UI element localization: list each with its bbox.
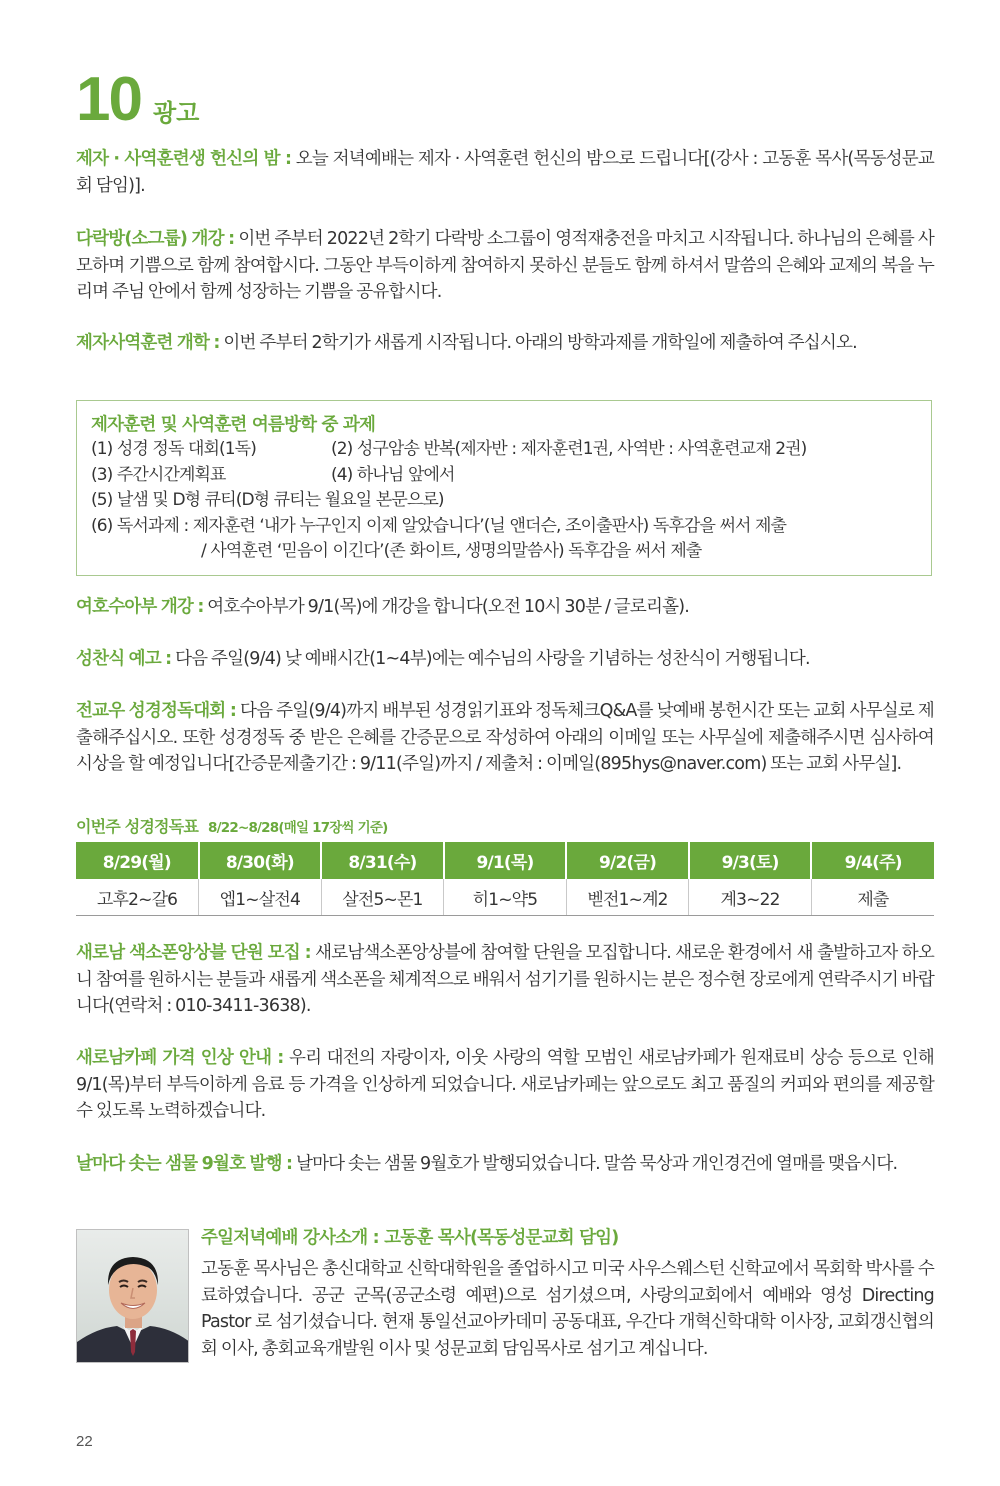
table-header-cell: 8/31(수) bbox=[321, 842, 444, 879]
notice-cafe-price bbox=[76, 1045, 934, 1125]
section-title: 광고 bbox=[152, 99, 200, 127]
table-cell: 엡1~살전4 bbox=[199, 879, 322, 916]
speaker-portrait-icon bbox=[77, 1230, 189, 1363]
table-cell: 계3~22 bbox=[689, 879, 812, 916]
homework-item: (4) 하나님 앞에서 bbox=[331, 464, 455, 485]
table-cell: 제출 bbox=[811, 879, 934, 916]
table-header-cell: 8/29(월) bbox=[76, 842, 199, 879]
notice-title: 여호수아부 개강 : bbox=[76, 597, 204, 617]
page-header bbox=[76, 65, 200, 134]
table-header-cell: 9/1(목) bbox=[444, 842, 567, 879]
notice-text: 다음 주일(9/4) 낮 예배시간(1~4부)에는 예수님의 사랑을 기념하는 성찬식이 거행됩니다. bbox=[171, 649, 810, 669]
schedule-title-text: 이번주 성경정독표 bbox=[76, 817, 199, 836]
homework-item: / 사역훈련 ‘믿음이 이긴다’(존 화이트, 생명의말씀사) 독후감을 써서 제출 bbox=[201, 541, 702, 561]
homework-item: (1) 성경 정독 대회(1독) bbox=[91, 439, 256, 459]
notice-title: 새로남카페 가격 인상 안내 : bbox=[76, 1048, 284, 1068]
notice-small-group bbox=[76, 226, 934, 306]
table-header-row bbox=[76, 842, 934, 879]
notice-title: 전교우 성경정독대회 : bbox=[76, 701, 237, 721]
notice-joshua-dept bbox=[76, 594, 934, 621]
table-cell: 히1~약5 bbox=[444, 879, 567, 916]
notice-text: 여호수아부가 9/1(목)에 개강을 합니다(오전 10시 30분 / 글로리홀). bbox=[203, 597, 690, 617]
table-header-cell: 9/2(금) bbox=[566, 842, 689, 879]
notice-text: 우리 대전의 자랑이자, 이웃 사랑의 역할 모범인 새로남카페가 원재료비 상승 등으로 인해 9/1(목)부터 부득이하게 음료 등 가격을 인상하게 되었습니다. 새로남카페는 앞으로도 최고 품질의 커피와 편의를 제공할 수 있도록 노력하겠습니다. bbox=[76, 1048, 934, 1121]
table-header-cell: 9/4(주) bbox=[811, 842, 934, 879]
table-header-cell: 8/30(화) bbox=[199, 842, 322, 879]
homework-item: (2) 성구암송 반복(제자반 : 제자훈련1권, 사역반 : 사역훈련교재 2권) bbox=[331, 439, 807, 459]
notice-title: 제자사역훈련 개학 : bbox=[76, 333, 220, 353]
speaker-intro bbox=[201, 1224, 934, 1362]
speaker-title: 주일저녁예배 강사소개 : 고동훈 목사(목동성문교회 담임) bbox=[201, 1228, 619, 1248]
notice-bible-reading-contest bbox=[76, 698, 934, 778]
homework-item: (5) 날샘 및 D형 큐티(D형 큐티는 월요일 본문으로) bbox=[91, 490, 444, 510]
notice-communion bbox=[76, 646, 934, 673]
schedule-subtitle: 8/22~8/28(매일 17장씩 기준) bbox=[208, 820, 388, 836]
notice-text: 날마다 솟는 샘물 9월호가 발행되었습니다. 말씀 묵상과 개인경건에 열매를 맺읍시다. bbox=[292, 1154, 898, 1174]
notice-title: 제자 · 사역훈련생 헌신의 밤 : bbox=[76, 149, 292, 169]
schedule-title bbox=[76, 814, 388, 837]
notice-training-start bbox=[76, 330, 934, 357]
notice-saxophone-ensemble bbox=[76, 940, 934, 1020]
table-cell: 살전5~몬1 bbox=[321, 879, 444, 916]
table-cell: 고후2~갈6 bbox=[76, 879, 199, 916]
table-header-cell: 9/3(토) bbox=[689, 842, 812, 879]
notice-title: 다락방(소그룹) 개강 : bbox=[76, 229, 235, 249]
notice-discipleship-night bbox=[76, 146, 934, 199]
reading-schedule-table bbox=[76, 842, 934, 916]
notice-text: 새로남색소폰앙상블에 참여할 단원을 모집합니다. 새로운 환경에서 새 출발하고자 하오니 참여를 원하시는 분들과 새롭게 색소폰을 체계적으로 배워서 섬기기를 원하시는 분은 정수현 장로에게 연락주시기 바랍니다(연락처 : 010-3411-3638). bbox=[76, 943, 934, 1016]
notice-text: 오늘 저녁예배는 제자 · 사역훈련 헌신의 밤으로 드립니다[(강사 : 고동훈 목사(목동성문교회 담임)]. bbox=[76, 149, 934, 196]
notice-daily-spring bbox=[76, 1151, 934, 1178]
notice-title: 성찬식 예고 : bbox=[76, 649, 172, 669]
homework-item: (3) 주간시간계획표 bbox=[91, 464, 226, 485]
speaker-bio: 고동훈 목사님은 총신대학교 신학대학원을 졸업하시고 미국 사우스웨스턴 신학교에서 목회학 박사를 수료하였습니다. 공군 군목(공군소령 예편)으로 섬기셨으며, 사랑의교회에서 예배와 영성 Directing Pastor 로 섬기셨습니다. 현재 통일선교아카데미 공동대표, 우간다 개혁신학대학 이사장, 교회갱신협의회 이사, 총회교육개발원 이사 및 성문교회 담임목사로 섬기고 계십니다. bbox=[201, 1259, 934, 1359]
speaker-photo bbox=[76, 1229, 189, 1363]
homework-box bbox=[76, 400, 932, 576]
notice-text: 이번 주부터 2학기가 새롭게 시작됩니다. 아래의 방학과제를 개학일에 제출하여 주십시오. bbox=[219, 333, 857, 353]
homework-item: (6) 독서과제 : 제자훈련 ‘내가 누구인지 이제 알았습니다’(닐 앤더슨, 조이출판사) 독후감을 써서 제출 bbox=[91, 515, 787, 536]
table-cell: 벧전1~계2 bbox=[566, 879, 689, 916]
homework-title: 제자훈련 및 사역훈련 여름방학 중 과제 bbox=[91, 415, 376, 435]
notice-text: 다음 주일(9/4)까지 배부된 성경읽기표와 정독체크Q&A를 낮예배 봉헌시간 또는 교회 사무실로 제출해주십시오. 또한 성경정독 중 받은 은혜를 간증문으로 작성하여 아래의 이메일 또는 사무실에 제출해주시면 심사하여 시상을 할 예정입니다[간증문제출기간 : 9/11(주일)까지 / 제출처 : 이메일(895hys@naver.com) 또는 교회 사무실]. bbox=[76, 701, 935, 774]
notice-title: 날마다 솟는 샘물 9월호 발행 : bbox=[76, 1154, 293, 1174]
notice-title: 새로남 색소폰앙상블 단원 모집 : bbox=[76, 943, 311, 963]
section-number: 10 bbox=[76, 65, 141, 134]
page-footer-number: 22 bbox=[76, 1433, 93, 1450]
table-row bbox=[76, 879, 934, 916]
notice-text: 이번 주부터 2022년 2학기 다락방 소그룹이 영적재충전을 마치고 시작됩니다. 하나님의 은혜를 사모하며 기쁨으로 함께 참여합시다. 그동안 부득이하게 참여하지 못하신 분들도 함께 하셔서 말씀의 은혜와 교제의 복을 누리며 주님 안에서 함께 성장하는 기쁨을 공유합시다. bbox=[76, 229, 935, 302]
